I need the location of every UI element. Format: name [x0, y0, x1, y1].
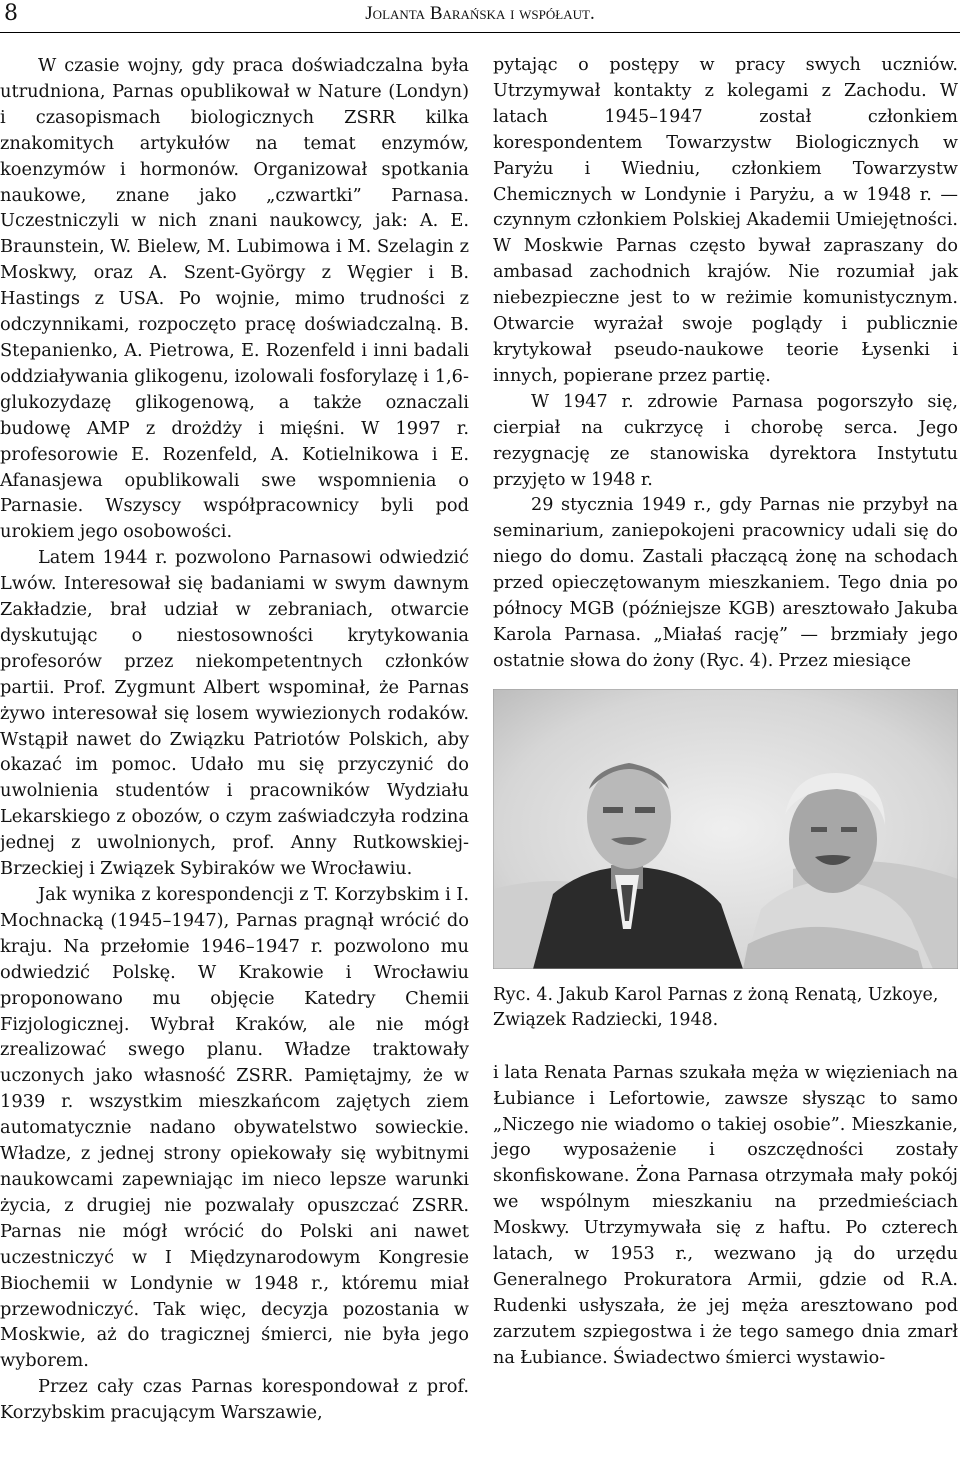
paragraph: 29 stycznia 1949 r., gdy Parnas nie przybył na seminarium, zaniepokojeni pracownicy udali się do niego do domu. Zastali płaczącą żonę na schodach przed opieczętowanym mieszkaniem. Tego dnia po północy MGB (późniejsze KGB) aresztowało Jakuba Karola Parnasa. „Miałaś rację” — brzmiały jego ostatnie słowa do żony (Ryc. 4). Przez miesiące	[493, 495, 958, 671]
running-head	[0, 0, 960, 40]
figure-photo	[493, 689, 958, 969]
running-title: Jolanta Barańska i współaut.	[365, 3, 595, 24]
paragraph: W 1947 r. zdrowie Parnasa pogorszyło się, cierpiał na cukrzycę i chorobę serca. Jego rezygnację ze stanowiska dyrektora Instytutu przyjęto w 1948 r.	[493, 391, 958, 490]
paragraph: pytając o postępy w pracy swych uczniów. Utrzymywał kontakty z kolegami z Zachodu. W latach 1945–1947 został członkiem korespondentem Towarzystw Biologicznych w Paryżu i Wiedniu, członkiem Towarzystw Chemicznych w Londynie i Paryżu, a w 1948 r. — czynnym członkiem Polskiej Akademii Umiejętności. W Moskwie Parnas często bywał zapraszany do ambasad zachodnich krajów. Nie rozumiał jak niebezpieczne jest to w reżimie komunistycznym. Otwarcie wyrażał swoje poglądy i publicznie krytykował pseudo-naukowe teorie Łysenki i innych, popierane przez partię.	[493, 55, 958, 386]
photo-illustration	[493, 689, 958, 969]
paragraph: i lata Renata Parnas szukała męża w więzieniach na Łubiance i Lefortowie, zawsze słysząc to samo „Niczego nie wiadomo o takiej osobie”. Mieszkanie, jego wyposażenie i oszczędności zostały skonfiskowane. Żona Parnasa otrzymała mały pokój we wspólnym mieszkaniu na przedmieściach Moskwy. Utrzymywała się z haftu. Po czterech latach, w 1953 r., wezwano ją do urzędu Generalnego Prokuratora Armii, gdzie od R.A. Rudenki usłyszała, że jej męża aresztowano pod zarzutem szpiegostwa i że tego samego dnia zmarł na Łubiance. Świadectwo śmierci wystawio-	[493, 1062, 958, 1368]
paragraph: Przez cały czas Parnas korespondował z prof. Korzybskim pracującym Warszawie,	[0, 1376, 469, 1424]
paragraph: Latem 1944 r. pozwolono Parnasowi odwiedzić Lwów. Interesował się badaniami w swym dawnym Zakładzie, brał udział w zebraniach, otwarcie dyskutując o niestosowności krytykowania profesorów przez niekompetentnych członków partii. Prof. Zygmunt Albert wspominał, że Parnas żywo interesował się losem wywiezionych rodaków. Wstąpił nawet do Związku Patriotów Polskich, aby okazać im pomoc. Udało mu się przyczynić do uwolnienia studentów i pracowników Wydziału Lekarskiego z obozów, o czym zaświadczyła rodzina jednej z uwolnionych, prof. Anny Rutkowskiej-Brzeckiej i Związek Sybiraków we Wrocławiu.	[0, 547, 469, 880]
paragraph: Jak wynika z korespondencji z T. Korzybskim i I. Mochnacką (1945–1947), Parnas pragnął wrócić do kraju. Na przełomie 1946–1947 r. pozwolono mu odwiedzić Polskę. W Krakowie i Wrocławiu proponowano mu objęcie Katedry Chemii Fizjologicznej. Wybrał Kraków, ale nie mógł zrealizować swego planu. Władze traktowały uczonych jako własność ZSRR. Pamiętajmy, że w 1939 r. wszystkim mieszkańcom zajętych ziem automatycznie nadano obywatelstwo sowieckie. Władze, z jednej strony opiekowały się wybitnymi naukowcami zapewniając im nieco lepsze warunki życia, z drugiej nie pozwalały opuszczać ZSRR. Parnas nie mógł wrócić do Polski ani nawet uczestniczyć w I Międzynarodowym Kongresie Biochemii w Londynie w 1948 r., któremu miał przewodniczyć. Tak więc, decyzja pozostania w Moskwie, aż do tragicznej śmierci, nie była jego wyborem.	[0, 884, 469, 1372]
figure-caption: Ryc. 4. Jakub Karol Parnas z żoną Renatą, Uzkoye, Związek Radziecki, 1948.	[493, 984, 939, 1030]
right-column	[493, 53, 958, 1372]
left-column	[0, 53, 469, 1426]
page-number: 8	[4, 1, 18, 26]
header-rule	[0, 32, 960, 33]
paragraph: W czasie wojny, gdy praca doświadczalna była utrudniona, Parnas opublikował w Nature (Londyn) i czasopismach biologicznych ZSRR kilka znakomitych artykułów na temat enzymów, koenzymów i hormonów. Organizował spotkania naukowe, znane jako „czwartki” Parnasa. Uczestniczyli w nich znani naukowcy, jak: A. E. Braunstein, W. Bielew, M. Lubimowa i M. Szelagin z Moskwy, oraz A. Szent-György z Węgier i B. Hastings z USA. Po wojnie, mimo trudności z odczynnikami, rozpoczęto pracę doświadczalną. B. Stepanienko, A. Pietrowa, E. Rozenfeld i inni badali oddziaływania glikogenu, izolowali fosforylazę i 1,6-glukozydazę glikogenową, a także oznaczali budowę AMP z drożdży i mięśni. W 1997 r. profesorowie E. Rozenfeld, A. Kotielnikowa i E. Afanasjewa opublikowali swe wspomnienia o Parnasie. Wszyscy współpracownicy byli pod urokiem jego osobowości.	[0, 55, 469, 543]
